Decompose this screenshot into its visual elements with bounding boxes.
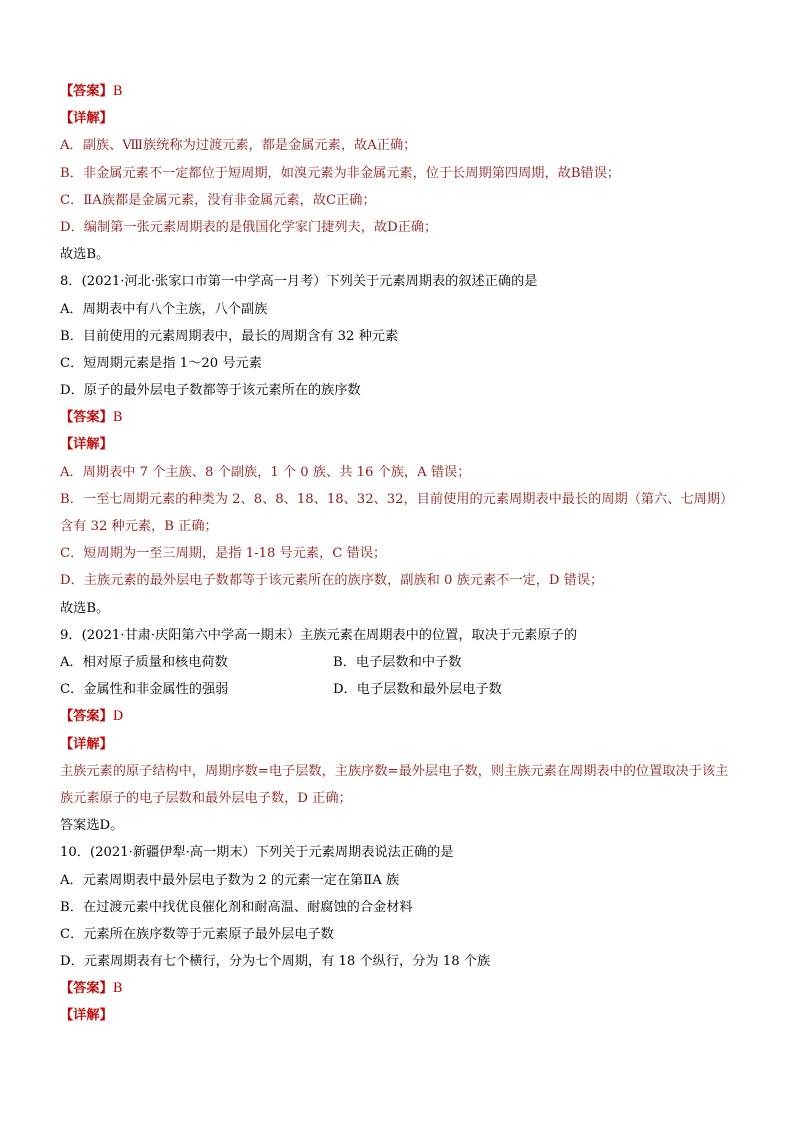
explanation-line: A．副族、Ⅷ族统称为过渡元素，都是金属元素，故A正确； xyxy=(60,138,417,154)
answer-value: B xyxy=(112,981,123,997)
option-line: D．原子的最外层电子数都等于该元素所在的族序数 xyxy=(60,383,361,399)
option-line: A．周期表中有八个主族，八个副族 xyxy=(60,301,268,317)
explanation-line: D．主族元素的最外层电子数都等于该元素所在的族序数，副族和 0 族元素不一定，D 错误； xyxy=(60,573,604,589)
answer-tag: 【答案】 xyxy=(60,410,113,426)
option-line: C．元素所在族序数等于元素原子最外层电子数 xyxy=(60,926,334,942)
conclusion-line: 故选B。 xyxy=(60,600,110,616)
explanation-line: D．编制第一张元素周期表的是俄国化学家门捷列夫，故D正确； xyxy=(60,219,438,235)
answer-tag: 【答案】 xyxy=(60,84,113,99)
detail-tag: 【详解】 xyxy=(60,736,113,752)
answer-line xyxy=(60,975,740,1002)
detail-line xyxy=(60,105,740,132)
explanation-line: 主族元素的原子结构中，周期序数=电子层数，主族序数=最外层电子数，则主族元素在周期表中的位置取决于该主族元素原子的电子层数和最外层电子数，D 正确； xyxy=(60,763,729,806)
conclusion-line: 答案选D。 xyxy=(60,818,124,834)
option-line: B．目前使用的元素周期表中，最长的周期含有 32 种元素 xyxy=(60,328,399,344)
detail-line xyxy=(60,731,740,758)
option-row xyxy=(60,676,740,703)
detail-tag: 【详解】 xyxy=(60,111,113,127)
conclusion-line: 故选B。 xyxy=(60,247,110,263)
option-line: B．在过渡元素中找优良催化剂和耐高温、耐腐蚀的合金材料 xyxy=(60,899,413,915)
explanation-line: C．ⅡA族都是金属元素，没有非金属元素，故C正确； xyxy=(60,192,376,208)
option-line: C．短周期元素是指 1～20 号元素 xyxy=(60,355,262,371)
option-c: C．金属性和非金属性的强弱 xyxy=(60,682,229,698)
question-stem: 10．(2021·新疆伊犁·高一期末）下列关于元素周期表说法正确的是 xyxy=(60,845,454,861)
answer-value: B xyxy=(112,410,123,426)
detail-tag: 【详解】 xyxy=(60,437,113,453)
detail-line xyxy=(60,431,740,458)
option-line: D．元素周期表有七个横行，分为七个周期，有 18 个纵行，分为 18 个族 xyxy=(60,954,491,970)
answer-line xyxy=(60,404,740,431)
question-stem: 8．(2021·河北·张家口市第一中学高一月考）下列关于元素周期表的叙述正确的是 xyxy=(60,274,538,290)
explanation-line: A．周期表中 7 个主族、8 个副族，1 个 0 族、共 16 个族，A 错误； xyxy=(60,464,471,480)
option-d: D．电子层数和最外层电子数 xyxy=(333,682,502,698)
option-row xyxy=(60,649,740,676)
option-b: B．电子层数和中子数 xyxy=(333,654,462,670)
explanation-line: B．一至七周期元素的种类为 2、8、8、18、18、32、32，目前使用的元素周期表中最长的周期（第六、七周期）含有 32 种元素，B 正确； xyxy=(60,491,734,535)
detail-tag: 【详解】 xyxy=(60,1008,113,1024)
answer-tag: 【答案】 xyxy=(60,709,113,725)
explanation-line: C．短周期为一至三周期，是指 1-18 号元素，C 错误； xyxy=(60,546,387,562)
explanation-line: B．非金属元素不一定都位于短周期，如溴元素为非金属元素，位于长周期第四周期，故B错误； xyxy=(60,165,621,181)
detail-line xyxy=(60,1002,740,1029)
question-stem: 9．(2021·甘肃·庆阳第六中学高一期末）主族元素在周期表中的位置，取决于元素原子的 xyxy=(60,627,578,643)
option-a: A．相对原子质量和核电荷数 xyxy=(60,654,228,670)
answer-value: D xyxy=(112,709,124,725)
answer-tag: 【答案】 xyxy=(60,981,113,997)
option-line: A．元素周期表中最外层电子数为 2 的元素一定在第ⅡA 族 xyxy=(60,872,400,888)
answer-line xyxy=(60,703,740,730)
answer-line xyxy=(60,78,740,105)
answer-value: B xyxy=(112,84,123,99)
document-content xyxy=(60,78,740,1030)
